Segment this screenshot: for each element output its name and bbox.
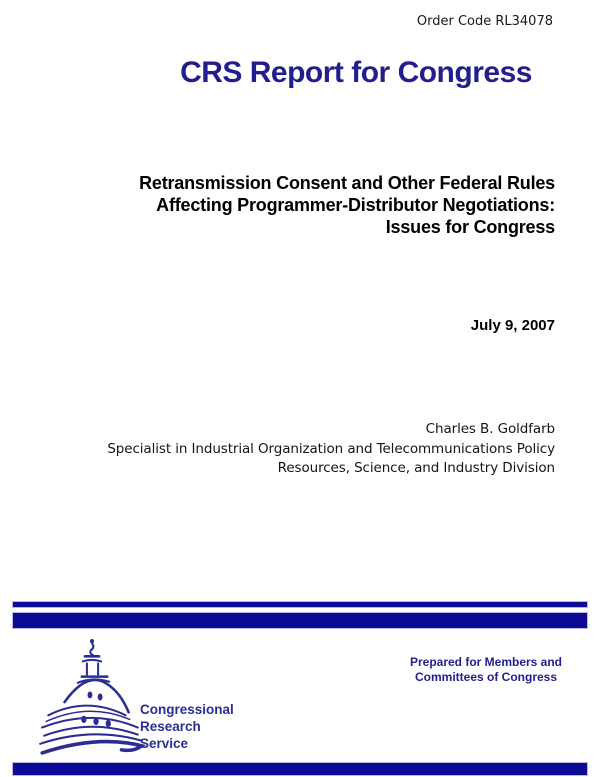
masthead-title: CRS Report for Congress [180,56,532,89]
crs-logo [36,637,236,757]
crs-logo-text-line-1: Congressional [140,702,234,717]
report-title [40,172,555,238]
report-title-line-2: Affecting Programmer-Distributor Negotiations: [156,195,555,215]
author-division: Resources, Science, and Industry Division [277,460,555,476]
author-name: Charles B. Goldfarb [425,421,555,437]
report-title-line-1: Retransmission Consent and Other Federal Rules [139,173,555,193]
crs-logo-text-line-3: Service [140,736,189,751]
crs-logo-text-line-2: Research [140,719,201,734]
prepared-for-line-1: Prepared for Members and [409,655,563,669]
prepared-for-text [396,655,576,685]
separator-rule-thin [12,601,588,608]
crs-logo-text [140,701,234,752]
order-code: Order Code RL34078 [416,14,553,29]
separator-rule-thick [12,612,588,629]
report-date: July 9, 2007 [470,317,555,334]
report-title-line-3: Issues for Congress [385,217,555,237]
author-role: Specialist in Industrial Organization and Telecommunications Policy [107,440,555,457]
page-bottom-rule [12,762,588,776]
prepared-for-line-2: Committees of Congress [414,670,558,684]
author-block [40,420,555,479]
